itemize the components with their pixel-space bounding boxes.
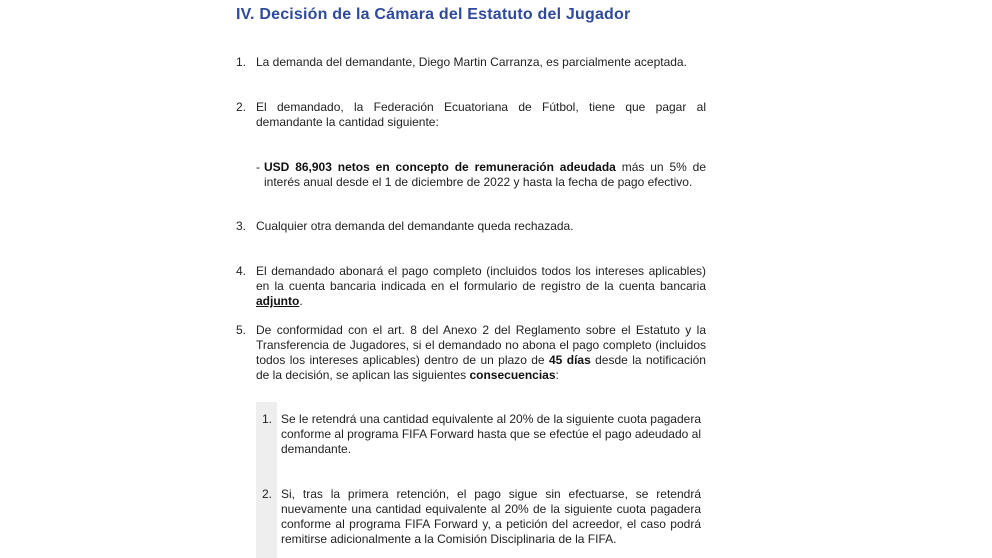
item-text-a: De conformidad con el art. 8 del Anexo 2 del Reglamento sobre el Estatuto y la Transferencia de Jugadores, si el demandado no abona el pago completo (incluidos todos los intereses aplicables) dentro de un plazo de [256, 323, 706, 367]
item-number: 4. [236, 264, 247, 278]
payment-bullet [256, 160, 706, 190]
consequence-item-1 [256, 412, 701, 457]
decision-item-4 [236, 264, 706, 309]
consequences-label: consecuencias [469, 368, 556, 382]
item-text: El demandado, la Federación Ecuatoriana de Fútbol, tiene que pagar al demandante la cantidad siguiente: [256, 100, 706, 129]
section-heading: IV. Decisión de la Cámara del Estatuto del Jugador [236, 6, 631, 23]
item-text-b: desde la notificación de la decisión, se aplican las siguientes [256, 353, 706, 382]
decision-item-5 [236, 323, 706, 383]
item-number: 5. [236, 323, 247, 337]
adjunto-link-text: adjunto [256, 294, 300, 308]
decision-item-1 [236, 55, 706, 70]
item-text: La demanda del demandante, Diego Martin Carranza, es parcialmente aceptada. [256, 55, 687, 69]
item-number: 3. [236, 219, 247, 233]
consequence-item-2 [256, 487, 701, 547]
item-text [256, 264, 706, 309]
bullet-dash: - [256, 160, 260, 174]
decision-item-2 [236, 100, 706, 130]
item-number: 1. [236, 55, 247, 69]
bullet-text [264, 160, 706, 190]
sub-item-number: 1. [262, 412, 273, 426]
item-text: Cualquier otra demanda del demandante queda rechazada. [256, 219, 574, 233]
item-text-main: El demandado abonará el pago completo (incluidos todos los intereses aplicables) en la cuenta bancaria indicada en el formulario de registro de la cuenta bancaria [256, 264, 706, 293]
sub-item-number: 2. [262, 487, 273, 501]
deadline-days: 45 días [549, 353, 591, 367]
item-text [256, 323, 706, 383]
bullet-interest: más un 5% de interés anual desde el 1 de diciembre de 2022 y hasta la fecha de pago efectivo. [264, 160, 706, 189]
sub-item-text: Se le retendrá una cantidad equivalente al 20% de la siguiente cuota pagadera conforme al programa FIFA Forward hasta que se efectúe el pago adeudado al demandante. [281, 412, 701, 456]
item-text-c: : [555, 368, 559, 382]
item-text-end: . [299, 294, 303, 308]
item-number: 2. [236, 100, 247, 114]
bullet-amount: USD 86,903 netos en concepto de remuneración adeudada [264, 160, 616, 174]
sub-item-text: Si, tras la primera retención, el pago sigue sin efectuarse, se retendrá nuevamente una cantidad equivalente al 20% de la siguiente cuota pagadera conforme al programa FIFA Forward y, a petición del acreedor, el caso podrá remitirse adicionalmente a la Comisión Disciplinaria de la FIFA. [281, 487, 701, 546]
decision-item-3 [236, 219, 706, 234]
